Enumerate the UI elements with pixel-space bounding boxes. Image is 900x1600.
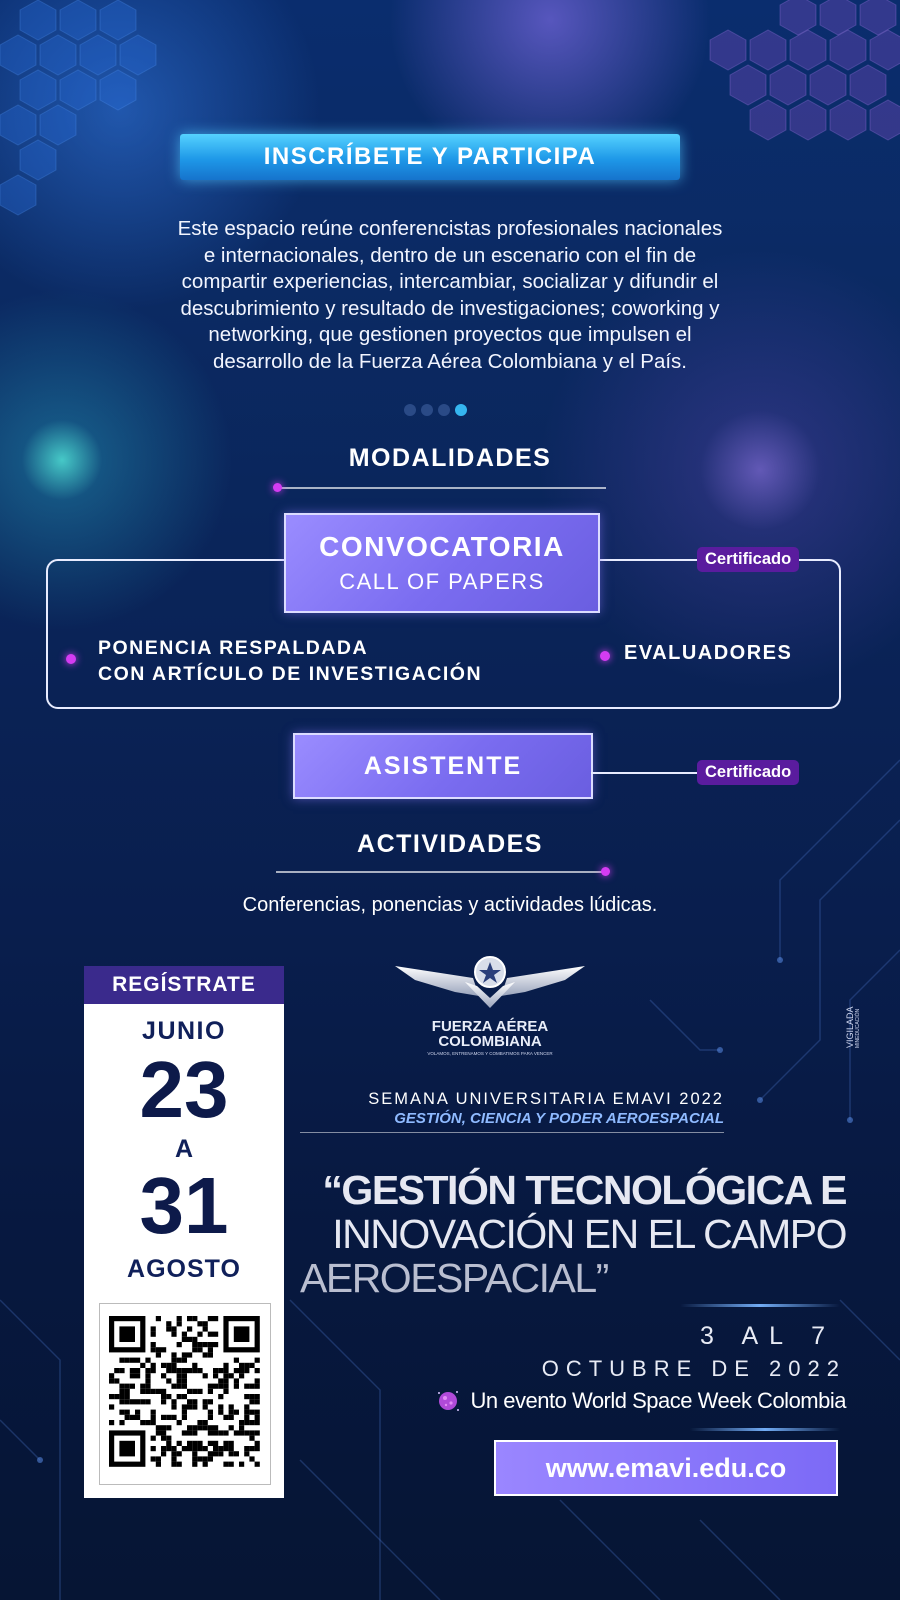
date-connector: A <box>174 1135 194 1163</box>
actividades-heading: ACTIVIDADES <box>357 830 543 858</box>
registrate-tab[interactable] <box>84 966 284 1004</box>
intro-line: Este espacio reúne conferencistas profesionales nacionales <box>177 217 723 240</box>
intro-line: desarrollo de la Fuerza Aérea Colombiana y el País. <box>212 349 688 373</box>
wings-emblem-icon <box>395 952 585 1014</box>
carousel-dot[interactable] <box>438 404 450 416</box>
ponencia-line: CON ARTÍCULO DE INVESTIGACIÓN <box>98 663 483 685</box>
actividades-rule <box>276 871 604 873</box>
rule-dot <box>273 483 282 492</box>
ponencia-text <box>98 635 482 687</box>
event-title-line3: AEROESPACIAL” <box>300 1255 608 1301</box>
logo-line2: COLOMBIANA <box>438 1033 542 1050</box>
website-link[interactable] <box>494 1440 838 1496</box>
convocatoria-box[interactable] <box>284 513 600 613</box>
actividades-text: Conferencias, ponencias y actividades lúdicas. <box>242 894 658 916</box>
wsw-row <box>380 1388 846 1414</box>
modalidades-rule <box>278 487 606 489</box>
event-title-line2: INNOVACIÓN EN EL CAMPO <box>332 1211 846 1257</box>
planet-icon <box>435 1388 461 1414</box>
intro-line: descubrimiento y resultado de investigaciones; coworking y <box>180 296 720 320</box>
intro-line: e internacionales, dentro de un escenario con el fin de <box>203 243 697 267</box>
asistente-connector <box>591 772 697 774</box>
asistente-title: ASISTENTE <box>363 751 523 780</box>
event-title-line1: “GESTIÓN TECNOLÓGICA E <box>322 1167 846 1213</box>
day-start: 23 <box>139 1045 229 1134</box>
fac-logo <box>395 952 585 1072</box>
glow-divider <box>680 1304 840 1307</box>
carousel-dot-active[interactable] <box>455 404 467 416</box>
modalidades-heading: MODALIDADES <box>348 444 552 472</box>
qr-code-graphic <box>100 1304 270 1484</box>
certificado-badge: Certificado <box>697 760 799 785</box>
evaluadores-text: EVALUADORES <box>624 642 793 664</box>
bullet-dot <box>66 654 76 664</box>
semana-text: SEMANA UNIVERSITARIA EMAVI 2022 <box>368 1090 724 1108</box>
registrate-label: REGÍSTRATE <box>112 973 256 996</box>
convocatoria-subtitle: CALL OF PAPERS <box>339 569 545 594</box>
vigilada-line: VIGILADA <box>845 1006 855 1048</box>
month-end: AGOSTO <box>127 1255 241 1283</box>
month-start: JUNIO <box>142 1017 226 1045</box>
ponencia-line: PONENCIA RESPALDADA <box>98 637 369 659</box>
bullet-dot <box>600 651 610 661</box>
carousel-dot[interactable] <box>421 404 433 416</box>
event-dates-days: 3 AL 7 <box>700 1322 836 1350</box>
logo-line1: FUERZA AÉREA <box>431 1018 549 1035</box>
intro-line: networking, que gestionen proyectos que impulsen el <box>208 323 692 346</box>
carousel-dot[interactable] <box>404 404 416 416</box>
intro-paragraph <box>80 216 820 375</box>
carousel-dots <box>404 404 467 416</box>
wsw-text: Un evento World Space Week Colombia <box>470 1388 846 1413</box>
rule-dot <box>601 867 610 876</box>
vigilada-line: MINEDUCACIÓN <box>855 1008 861 1048</box>
lema-text: GESTIÓN, CIENCIA Y PODER AEROESPACIAL <box>394 1110 724 1127</box>
day-end: 31 <box>139 1161 229 1250</box>
vigilada-mark <box>846 948 866 1058</box>
asistente-box[interactable] <box>293 733 593 799</box>
glow-divider <box>690 1428 840 1431</box>
logo-tagline: VOLAMOS, ENTRENAMOS Y COMBATIMOS PARA VENCER <box>427 1051 553 1056</box>
convocatoria-title: CONVOCATORIA <box>319 531 565 562</box>
banner-label: INSCRÍBETE Y PARTICIPA <box>263 143 597 170</box>
event-dates-month: OCTUBRE DE 2022 <box>541 1356 846 1381</box>
website-url: www.emavi.edu.co <box>545 1452 787 1483</box>
register-banner[interactable] <box>180 134 680 180</box>
certificado-badge: Certificado <box>697 547 799 572</box>
qr-code[interactable] <box>99 1303 271 1485</box>
registration-card <box>84 1004 284 1498</box>
event-rule <box>300 1132 724 1133</box>
intro-line: compartir experiencias, intercambiar, socializar y difundir el <box>181 270 719 293</box>
